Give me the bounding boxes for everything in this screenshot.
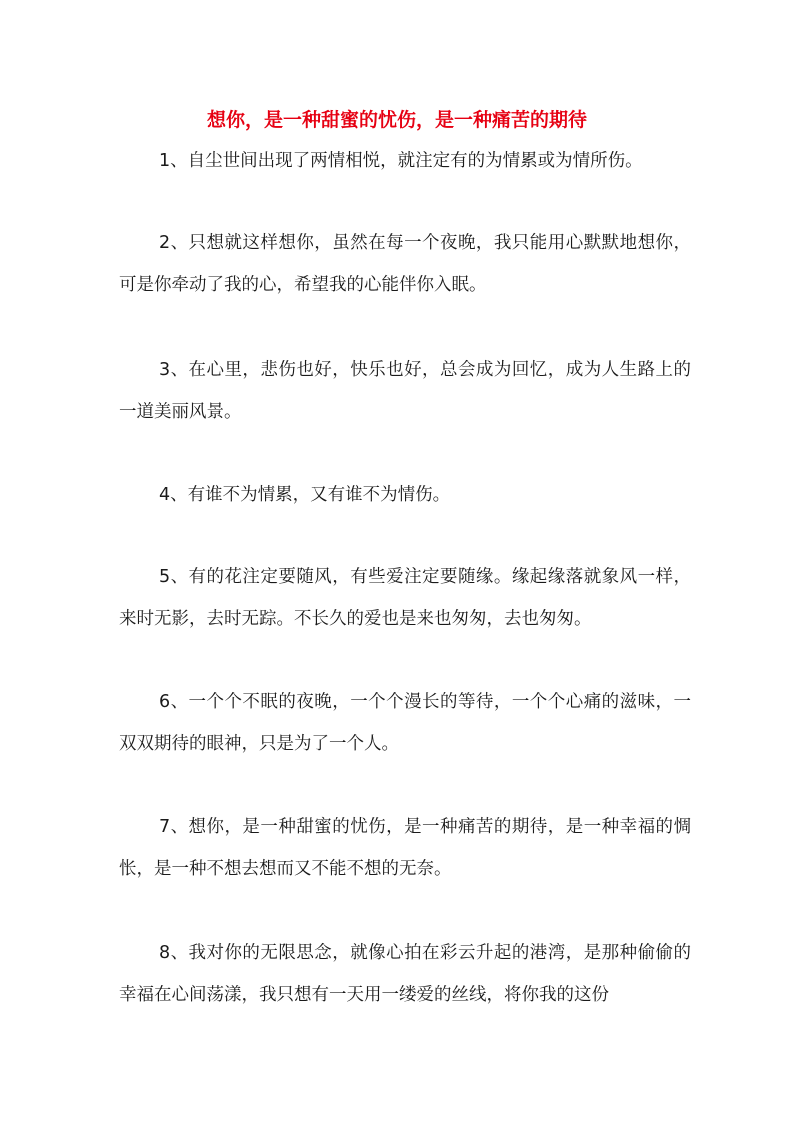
- paragraph-6: 6、一个个不眠的夜晚，一个个漫长的等待，一个个心痛的滋味，一双双期待的眼神，只是为了一个人。: [119, 692, 691, 754]
- paragraph-8: 8、我对你的无限思念，就像心拍在彩云升起的港湾，是那种偷偷的幸福在心间荡漾，我只想有一天用一缕爱的丝线，将你我的这份: [119, 943, 691, 1005]
- paragraph-7: 7、想你，是一种甜蜜的忧伤，是一种痛苦的期待，是一种幸福的惆怅，是一种不想去想而又不能不想的无奈。: [119, 817, 691, 879]
- paragraph-4: 4、有谁不为情累，又有谁不为情伤。: [159, 485, 451, 505]
- page-title: 想你，是一种甜蜜的忧伤，是一种痛苦的期待: [206, 109, 587, 131]
- paragraph-3: 3、在心里，悲伤也好，快乐也好，总会成为回忆，成为人生路上的一道美丽风景。: [119, 360, 691, 422]
- paragraph-2: 2、只想就这样想你，虽然在每一个夜晚，我只能用心默默地想你，可是你牵动了我的心，希望我的心能伴你入眠。: [119, 233, 691, 295]
- paragraph-5: 5、有的花注定要随风，有些爱注定要随缘。缘起缘落就象风一样，来时无影，去时无踪。不长久的爱也是来也匆匆，去也匆匆。: [119, 567, 691, 629]
- paragraph-1: 1、自尘世间出现了两情相悦，就注定有的为情累或为情所伤。: [159, 151, 643, 171]
